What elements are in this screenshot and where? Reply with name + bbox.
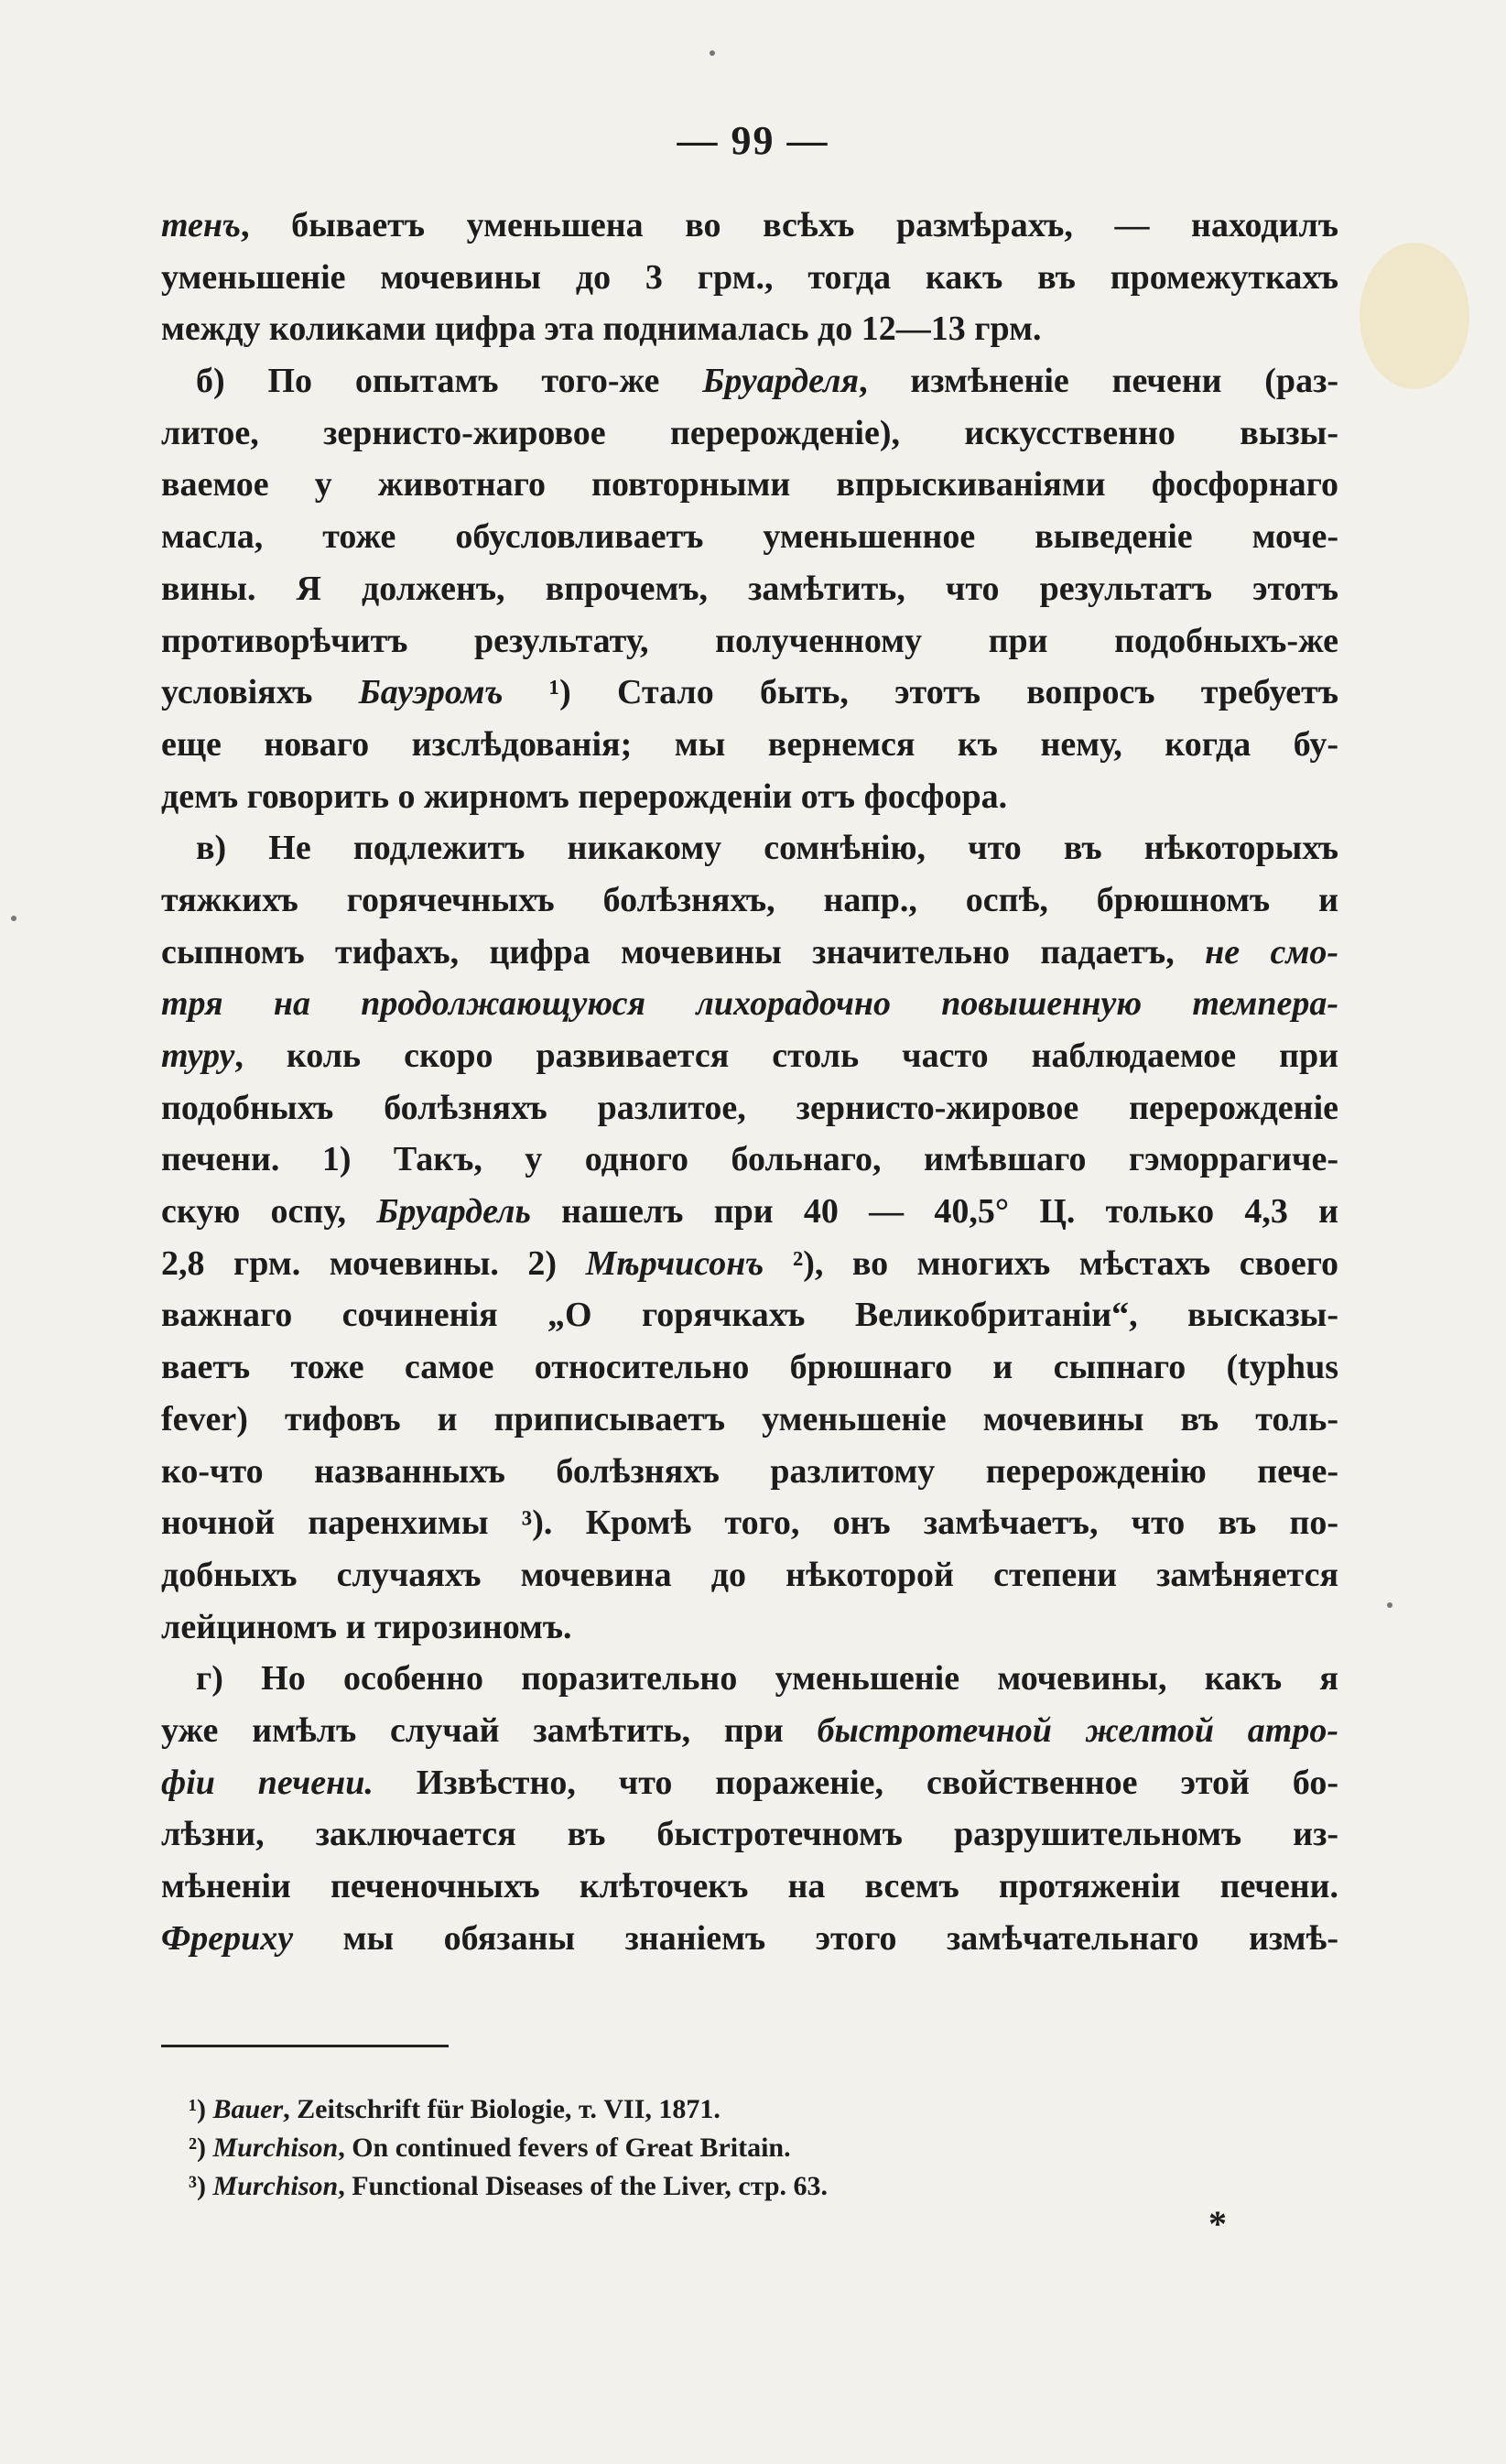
- text-line: [161, 1497, 1338, 1549]
- text-run: масла, тоже обусловливаетъ уменьшенное выведеніе моче-: [161, 517, 1338, 557]
- text-run: лѣзни, заключается въ быстротечномъ разрушительномъ из-: [161, 1815, 1338, 1854]
- text-run: печени. 1) Такъ, у одного больнаго, имѣвшаго гэморрагиче-: [161, 1140, 1338, 1179]
- text-run: демъ говорить о жирномъ перерожденіи отъ фосфора.: [161, 776, 1008, 816]
- text-line: [161, 1289, 1338, 1341]
- footnote-author: Bauer: [212, 2094, 284, 2124]
- text-line: [161, 1186, 1338, 1238]
- text-line: [161, 1601, 1338, 1654]
- text-run: ¹) Стало быть, этотъ вопросъ требуетъ: [503, 673, 1338, 712]
- text-line: [161, 771, 1338, 823]
- text-run: 2,8 грм. мочевины. 2): [161, 1243, 586, 1283]
- text-line: [161, 719, 1338, 771]
- paper-speck: [710, 50, 715, 56]
- italic-run: тря на продолжающуюся лихорадочно повышенную темпера-: [161, 984, 1338, 1024]
- text-line: [161, 1653, 1338, 1705]
- text-run: в) Не подлежитъ никакому сомнѣнію, что въ нѣкоторыхъ: [196, 829, 1338, 868]
- italic-run: Бауэромъ: [358, 673, 504, 712]
- text-run: fever) тифовъ и приписываетъ уменьшеніе мочевины въ толь-: [161, 1399, 1338, 1438]
- text-run: г) Но особенно поразительно уменьшеніе мочевины, какъ я: [196, 1659, 1338, 1699]
- text-line: [161, 927, 1338, 979]
- text-run: еще новаго изслѣдованія; мы вернемся къ нему, когда бу-: [161, 724, 1338, 764]
- text-run: , измѣненіе печени (раз-: [859, 362, 1338, 401]
- text-run: ваетъ тоже самое относительно брюшнаго и сыпнаго (typhus: [161, 1348, 1338, 1387]
- text-run: ко-что названныхъ болѣзняхъ разлитому перерожденію пече-: [161, 1451, 1338, 1491]
- footnote-author: Murchison: [212, 2171, 339, 2201]
- text-line: [161, 1446, 1338, 1498]
- text-run: лейциномъ и тирозиномъ.: [161, 1607, 572, 1646]
- text-line: [161, 459, 1338, 511]
- italic-run: быстротечной желтой атро-: [817, 1710, 1339, 1750]
- footnote-text: , Functional Diseases of the Liver, стр. 63.: [338, 2171, 829, 2201]
- footnote-text: , Zeitschrift für Biologie, т. VII, 1871.: [283, 2094, 720, 2124]
- footnote-mark: ³): [189, 2171, 213, 2201]
- italic-run: Бруардель: [376, 1192, 531, 1232]
- text-run: сыпномъ тифахъ, цифра мочевины значительно падаетъ,: [161, 932, 1206, 971]
- italic-run: не смо-: [1205, 932, 1339, 971]
- text-run: , коль скоро развивается столь часто наблюдаемое при: [234, 1037, 1338, 1075]
- text-line: [161, 1913, 1338, 1965]
- text-line: [161, 1341, 1338, 1394]
- text-line: [161, 252, 1338, 304]
- text-run: ночной паренхимы ³). Кромѣ того, онъ замѣчаетъ, что въ по-: [161, 1503, 1338, 1543]
- footnote: [189, 2090, 1287, 2129]
- text-line: [161, 1757, 1338, 1809]
- italic-run: Мѣрчисонъ: [585, 1243, 764, 1283]
- text-run: скую оспу,: [161, 1192, 377, 1232]
- text-line: [161, 1030, 1338, 1082]
- italic-run: Бруарделя: [702, 362, 860, 401]
- text-run: вины. Я долженъ, впрочемъ, замѣтить, что результатъ этотъ: [161, 569, 1338, 608]
- text-run: между коликами цифра эта поднималась до 12—13 грм.: [161, 309, 1042, 349]
- text-line: [161, 407, 1338, 460]
- paper-speck: [1387, 1602, 1392, 1608]
- text-line: [161, 511, 1338, 563]
- text-run: мѣненіи печеночныхъ клѣточекъ на всемъ протяженіи печени.: [161, 1867, 1338, 1905]
- text-line: [161, 1134, 1338, 1186]
- text-run: тяжкихъ горячечныхъ болѣзняхъ, напр., оспѣ, брюшномъ и: [161, 880, 1338, 919]
- page-number: — 99 —: [677, 118, 829, 163]
- main-text: [161, 200, 1338, 1964]
- text-line: [161, 355, 1338, 407]
- text-run: , бываетъ уменьшена во всѣхъ размѣрахъ, — находилъ: [241, 206, 1338, 244]
- text-line: [161, 303, 1338, 355]
- text-run: ²), во многихъ мѣстахъ своего: [764, 1243, 1339, 1283]
- text-run: противорѣчитъ результату, полученному при подобныхъ-же: [161, 621, 1338, 660]
- text-line: [161, 1549, 1338, 1601]
- italic-run: фіи печени.: [161, 1763, 374, 1802]
- text-line: [161, 615, 1338, 668]
- italic-run: туру: [161, 1037, 235, 1075]
- text-line: [161, 1238, 1338, 1290]
- text-run: ваемое у животнаго повторными впрыскиваніями фосфорнаго: [161, 465, 1338, 505]
- text-line: [161, 978, 1338, 1030]
- text-line: [161, 874, 1338, 927]
- text-run: уменьшеніе мочевины до 3 грм., тогда какъ въ промежуткахъ: [161, 257, 1338, 297]
- paper-speck: [11, 916, 16, 921]
- footnote-text: , On continued fevers of Great Britain.: [338, 2133, 791, 2163]
- text-line: [161, 200, 1338, 252]
- text-run: мы обязаны знаніемъ этого замѣчательнаго измѣ-: [293, 1918, 1338, 1958]
- text-run: нашелъ при 40 — 40,5° Ц. только 4,3 и: [530, 1192, 1339, 1232]
- text-line: [161, 1808, 1338, 1861]
- text-line: [161, 1394, 1338, 1446]
- text-line: [161, 1082, 1338, 1134]
- text-run: Извѣстно, что пораженіе, свойственное этой бо-: [373, 1763, 1338, 1802]
- text-run: подобныхъ болѣзняхъ разлитое, зернисто-жировое перерожденіе: [161, 1088, 1338, 1127]
- footnote-mark: ¹): [189, 2094, 213, 2124]
- footnote-author: Murchison: [212, 2133, 339, 2163]
- text-line: [161, 1861, 1338, 1913]
- signature-mark: *: [1208, 2203, 1227, 2244]
- footnote-mark: ²): [189, 2133, 213, 2163]
- text-run: б) По опытамъ того-же: [196, 362, 703, 401]
- italic-run: тенъ: [161, 206, 242, 244]
- italic-run: Фрериху: [161, 1918, 294, 1958]
- footnotes: [189, 2090, 1287, 2206]
- footnote-rule: [161, 2045, 449, 2047]
- text-line: [161, 1705, 1338, 1757]
- text-line: [161, 563, 1338, 615]
- footnote: [189, 2129, 1287, 2167]
- text-run: добныхъ случаяхъ мочевина до нѣкоторой степени замѣняется: [161, 1555, 1338, 1594]
- text-line: [161, 822, 1338, 874]
- text-run: условіяхъ: [161, 673, 359, 712]
- text-run: литое, зернисто-жировое перерожденіе), искусственно вызы-: [161, 413, 1338, 452]
- text-line: [161, 667, 1338, 719]
- footnote: [189, 2167, 1287, 2206]
- paper-stain: [1360, 243, 1469, 389]
- text-run: важнаго сочиненія „О горячкахъ Великобританіи“, высказы-: [161, 1296, 1338, 1335]
- text-run: уже имѣлъ случай замѣтить, при: [161, 1710, 818, 1750]
